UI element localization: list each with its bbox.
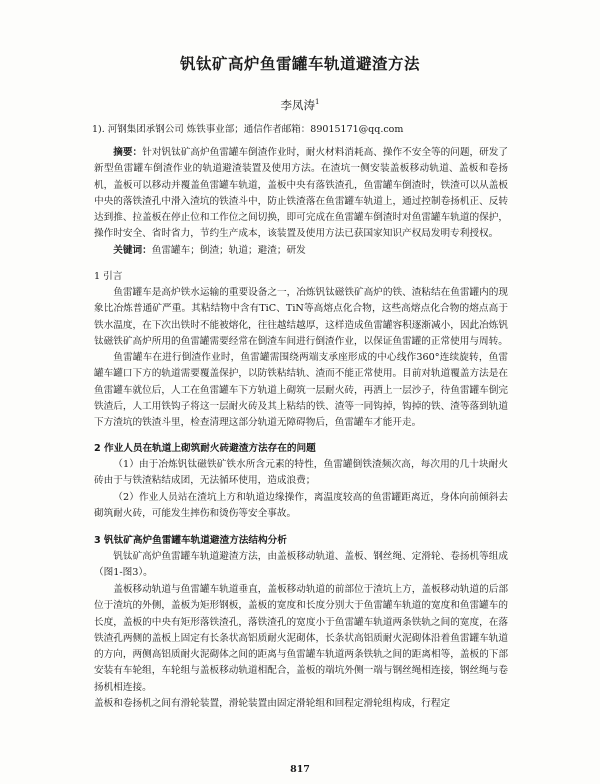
paragraph-text: 盖板移动轨道与鱼雷罐车轨道垂直，盖板移动轨道的前部位于渣坑上方，盖板移动轨道的后部位于渣坑的外侧，盖板为矩形钢板，盖板的宽度和长度分别大于鱼雷罐车轨道的宽度和鱼雷罐车的长度，盖板的中央有矩形落铁渣孔，落铁渣孔的宽度小于鱼雷罐车轨道两条铁轨之间的宽度，在落铁渣孔两侧的盖板上固定有长条状高铝质耐火泥砌体，长条状高铝质耐火泥砌体沿着鱼雷罐车轨道的方向，两侧高铝质耐火泥砌体之间的距离与鱼雷罐车轨道两条铁轨之间的距离相等，盖板的下部安装有车轮组，车轮组与盖板移动轨道相配合，盖板的端坑外侧一端与钢丝绳相连接，钢丝绳与卷扬机相连接。 bbox=[94, 584, 508, 693]
paragraph-text: （2）作业人员站在渣坑上方和轨道边缘操作，离温度较高的鱼雷罐距离近，身体向前倾斜去砌筑耐火砖，可能发生摔伤和烫伤等安全事故。 bbox=[94, 492, 508, 520]
keywords-label: 关键词： bbox=[113, 245, 152, 256]
paragraph-text: （1）由于冶炼钒钛磁铁矿铁水所含元素的特性，鱼雷罐倒铁渣频次高，每次用的几十块耐火砖由于与铁渣粘结成团，无法循环使用，造成浪费； bbox=[94, 459, 508, 487]
paragraph-text: 鱼雷罐车在进行倒渣作业时，鱼雷罐需围绕两端支承座形成的中心线作360°连续旋转，鱼雷罐车罐口下方的轨道需要覆盖保护，以防铁粘结轨、渣而不能正常使用。目前对轨道覆盖方法是在鱼雷罐车就位后，人工在鱼雷罐车下方轨道上砌筑一层耐火砖，再洒上一层沙子，待鱼雷罐车倒完铁渣后，人工用铁钩子将这一层耐火砖及其上粘结的铁、渣等一同钩掉，钩掉的铁、渣等落到轨道下方渣坑的铁渣斗里，检查清理这部分轨道无障碍物后，鱼雷罐车才能开走。 bbox=[94, 352, 508, 428]
paragraph bbox=[94, 350, 508, 431]
paragraph-text: 钒钛矿高炉鱼雷罐车轨道避渣方法，由盖板移动轨道、盖板、钢丝绳、定滑轮、卷扬机等组成（图1-图3）。 bbox=[94, 551, 508, 579]
section-heading-3: 3 钒钛矿高炉鱼雷罐车轨道避渣方法结构分析 bbox=[94, 535, 287, 546]
affiliation: 1). 河钢集团承钢公司 炼铁事业部；通信作者邮箱：89015171@qq.com bbox=[92, 124, 404, 135]
paragraph-text: 盖板和卷扬机之间有滑轮装置，滑轮装置由固定滑轮组和回程定滑轮组构成，行程定 bbox=[94, 698, 451, 709]
keywords-text: 鱼雷罐车；倒渣；轨道；避渣；研发 bbox=[151, 245, 306, 256]
paragraph bbox=[94, 285, 508, 350]
paragraph bbox=[94, 457, 508, 490]
page-number: 817 bbox=[290, 764, 310, 775]
section-heading-2: 2 作业人员在轨道上砌筑耐火砖避渣方法存在的问题 bbox=[94, 443, 316, 454]
abstract-label: 摘要： bbox=[113, 147, 143, 158]
author-superscript: 1 bbox=[315, 98, 320, 107]
author-line bbox=[0, 97, 600, 113]
author-name: 李凤涛 bbox=[280, 98, 316, 112]
paragraph-overflow bbox=[94, 696, 508, 712]
paragraph-text: 鱼雷罐车是高炉铁水运输的重要设备之一，冶炼钒钛磁铁矿高炉的铁、渣粘结在鱼雷罐内的现象比冶炼普通矿严重。其粘结物中含有TiC、TiN等高熔点化合物，这些高熔点化合物的熔点高于铁水温度，在下次出铁时不能被熔化，往往越结越厚，这样造成鱼雷罐容积逐渐减小，因此冶炼钒钛磁铁矿高炉所用的鱼雷罐需要经常在倒渣车间进行倒渣作业，以保证鱼雷罐的正常使用与周转。 bbox=[94, 287, 508, 347]
paragraph bbox=[94, 549, 508, 582]
abstract-text: 针对钒钛矿高炉鱼雷罐车倒渣作业时，耐火材料消耗高、操作不安全等的问题，研发了新型鱼雷罐车倒渣作业的轨道避渣装置及使用方法。在渣坑一侧安装盖板移动轨道、盖板和卷扬机，盖板可以移动并覆盖鱼雷罐车轨道，盖板中央有落铁渣孔，鱼雷罐车倒渣时，铁渣可以从盖板中央的落铁渣孔中滑入渣坑的铁渣斗中，防止铁渣落在鱼雷罐车轨道上，通过控制卷扬机正、反转达到推、拉盖板在停止位和工作位之间切换，即可完成在鱼雷罐车倒渣时对鱼雷罐车轨道的保护，操作时安全、省时省力，节约生产成本，该装置及使用方法已获国家知识产权局发明专利授权。 bbox=[94, 147, 509, 240]
paragraph bbox=[94, 490, 508, 523]
abstract bbox=[94, 145, 508, 243]
paragraph bbox=[94, 582, 508, 696]
section-heading-1: 1 引言 bbox=[94, 271, 123, 282]
paper-title: 钒钛矿高炉鱼雷罐车轨道避渣方法 bbox=[179, 55, 420, 73]
keywords bbox=[94, 243, 508, 259]
